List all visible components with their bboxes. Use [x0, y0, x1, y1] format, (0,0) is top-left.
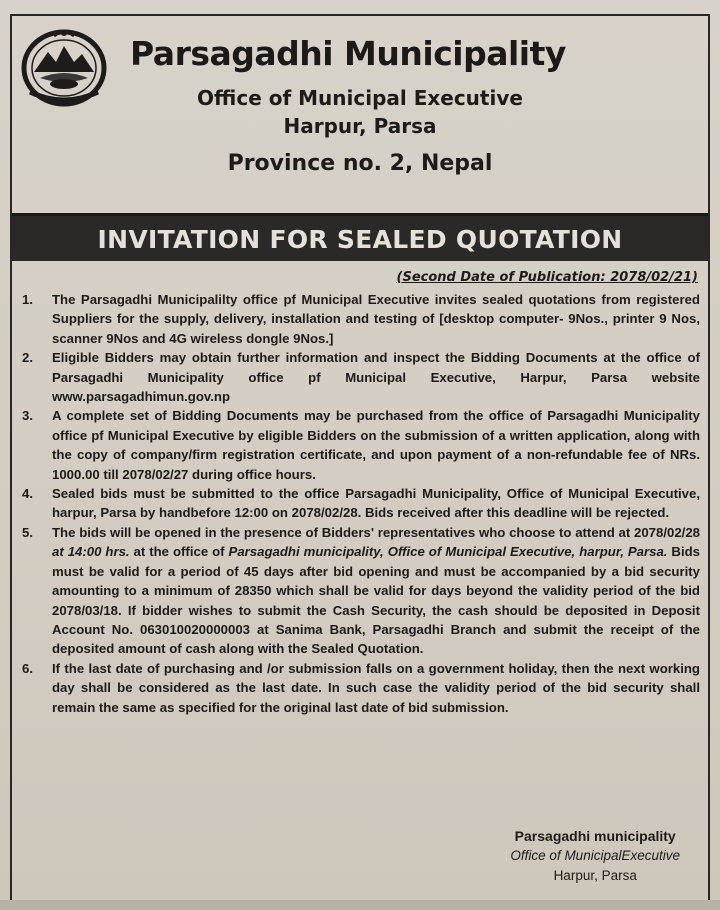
notice-header [12, 16, 708, 212]
item-text: If the last date of purchasing and /or submission falls on a government holiday, then the next working day shall be considered as the last date. In such case the validity period of the bid security shall remain the same as specified for the original last date of bid submission. [52, 660, 700, 715]
item-number: 5. [22, 524, 33, 540]
item-text: Eligible Bidders may obtain further information and inspect the Bidding Documents at the office of Parsagadhi Municipality office pf Municipal Executive, Harpur, Parsa website www.parsagadhimun.gov.np [52, 350, 700, 405]
item-text-part: The bids will be opened in the presence of Bidders' representatives who choose to attend at 2078/02/28 [52, 524, 700, 540]
signature-block [510, 826, 680, 886]
list-item [14, 348, 700, 406]
list-item [14, 484, 700, 523]
item-text-emphasis: Parsagadhi municipality, Office of Municipal Executive, harpur, Parsa. [228, 544, 668, 560]
page-bottom-edge [0, 900, 720, 910]
province-line: Province no. 2, Nepal [227, 151, 493, 176]
notice-items [14, 290, 700, 717]
item-text [52, 523, 700, 659]
item-text: Sealed bids must be submitted to the office Parsagadhi Municipality, Office of Municipal Executive, harpur, Parsa by handbefore 12:00 on 2078/02/28. Bids received after this deadline will be rejected. [52, 486, 700, 521]
notice-title: INVITATION FOR SEALED QUOTATION [97, 225, 623, 254]
signature-address: Harpur, Parsa [553, 868, 637, 883]
list-item [14, 523, 700, 659]
item-number: 3. [22, 408, 33, 424]
item-text: A complete set of Bidding Documents may be purchased from the office of Parsagadhi Municipality office pf Municipal Executive by eligible Bidders on the submission of a written application, along with the copy of company/firm registration certificate, and upon payment of a non-refundable fee of NRs. 1000.00 till 2078/02/27 during office hours. [52, 408, 700, 482]
item-number: 4. [22, 486, 33, 502]
signature-org: Parsagadhi municipality [514, 828, 676, 844]
list-item [14, 659, 700, 717]
item-number: 6. [22, 660, 33, 676]
item-text-part: at the office of [129, 544, 229, 560]
item-text-part: Bids must be valid for a period of 45 days after bid opening and must be accompanied by a bid security amounting to a minimum of 28350 which shall be valid for days beyond the validity period of the bid 2078/03/18. If bidder wishes to submit the Cash Security, the cash should be deposited in Deposit Account No. 063010020000003 at Sanima Bank, Parsagadhi Branch and submit the receipt of the deposited amount of cash along with the Sealed Quotation. [52, 544, 700, 657]
office-name: Office of Municipal Executive [197, 86, 523, 110]
title-banner [12, 213, 708, 261]
item-text: The Parsagadhi Municipalilty office pf Municipal Executive invites sealed quotations from registered Suppliers for the supply, delivery, installation and testing of [desktop computer- 9Nos., printer 9 Nos, scanner 9Nos and 4G wireless dongle 9Nos.] [52, 292, 700, 346]
list-item [14, 406, 700, 484]
organization-name: Parsagadhi Municipality [130, 34, 566, 73]
item-number: 2. [22, 350, 33, 366]
item-text-emphasis: at 14:00 hrs. [52, 544, 130, 560]
item-number: 1. [22, 292, 33, 307]
list-item [14, 290, 700, 348]
signature-office: Office of MunicipalExecutive [510, 848, 680, 863]
publication-date: (Second Date of Publication: 2078/02/21) [396, 270, 698, 285]
office-address: Harpur, Parsa [283, 114, 437, 138]
